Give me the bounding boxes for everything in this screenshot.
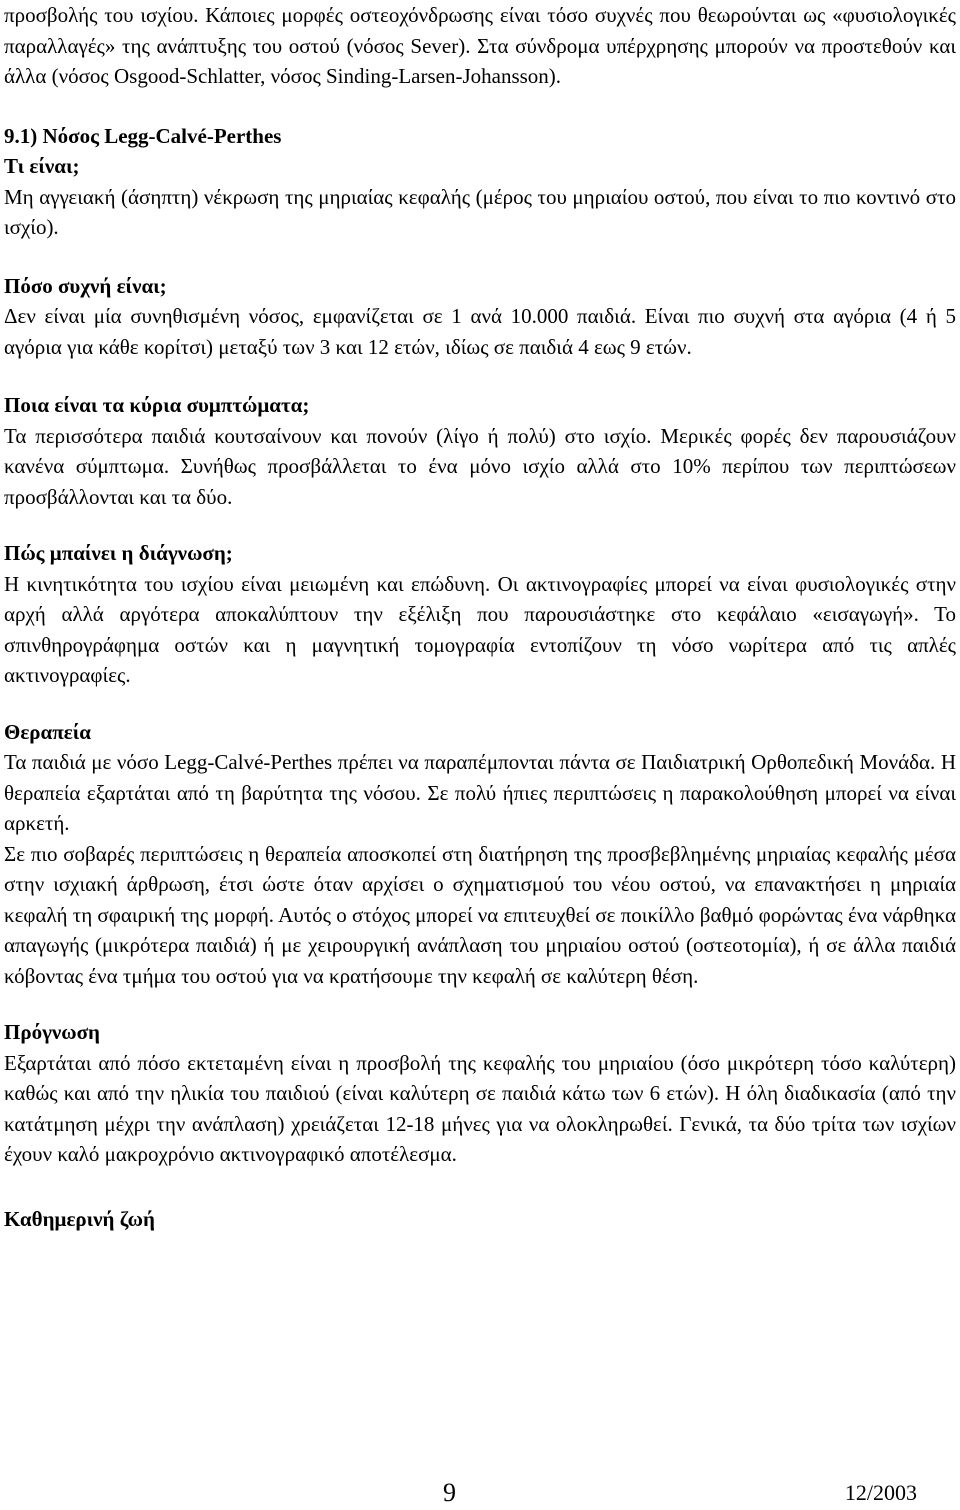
treatment-text-2: Σε πιο σοβαρές περιπτώσεις η θεραπεία αποσκοπεί στη διατήρηση της προσβεβλημένης μηριαίας κεφαλής μέσα στην ισχιακή άρθρωση, έτσι ώστε όταν αρχίσει ο σχηματισμού του νέου οστού, να επανακτήσει η μηριαία κεφαλή τη σφαιρική της μορφή. Αυτός ο στόχος μπορεί να επιτευχθεί σε ποικίλλο βαθμό φορώντας ένα νάρθηκα απαγωγής (μικρότερα παιδιά) ή με χειρουργική ανάπλαση του μηριαίου οστού (οστεοτομία), ή σε άλλα παιδιά κόβοντας ένα τμήμα του οστού για να κρατήσουμε την κεφαλή σε καλύτερη θέση.	[4, 841, 956, 988]
frequency-text: Δεν είναι μία συνηθισμένη νόσος, εμφανίζεται σε 1 ανά 10.000 παιδιά. Είναι πιο συχνή στα αγόρια (4 ή 5 αγόρια για κάθε κορίτσι) μεταξύ των 3 και 12 ετών, ιδίως σε παιδιά 4 εως 9 ετών.	[4, 304, 956, 359]
prognosis-heading: Πρόγνωση	[4, 1020, 100, 1044]
footer-date: 12/2003	[844, 1480, 917, 1505]
document-page	[4, 0, 956, 1234]
diagnosis-heading: Πώς μπαίνει η διάγνωση;	[4, 541, 233, 565]
daily-life-heading: Καθημερινή ζωή	[4, 1206, 155, 1231]
intro-paragraph: προσβολής του ισχίου. Κάποιες μορφές οστεοχόνδρωσης είναι τόσο συχνές που θεωρούνται ως «φυσιολογικές παραλλαγές» της ανάπτυξης του οστού (νόσος Sever). Στα σύνδρομα υπέρχρησης μπορούν να προστεθούν και άλλα (νόσος Osgood-Schlatter, νόσος Sinding-Larsen-Johansson).	[4, 3, 956, 88]
frequency-heading: Πόσο συχνή είναι;	[4, 273, 167, 298]
treatment-heading: Θεραπεία	[4, 719, 91, 744]
treatment-text-1: Τα παιδιά με νόσο Legg-Calvé-Perthes πρέπει να παραπέμπονται πάντα σε Παιδιατρική Ορθοπεδική Μονάδα. Η θεραπεία εξαρτάται από τη βαρύτητα της νόσου. Σε πολύ ήπιες περιπτώσεις η παρακολούθηση μπορεί να είναι αρκετή.	[4, 750, 956, 835]
symptoms-text: Τα περισσότερα παιδιά κουτσαίνουν και πονούν (λίγο ή πολύ) στο ισχίο. Μερικές φορές δεν παρουσιάζουν κανένα σύμπτωμα. Συνήθως προσβάλλεται το ένα μόνο ισχίο αλλά στο 10% περίπου των περιπτώσεων προσβάλλονται και τα δύο.	[4, 423, 956, 509]
what-is-heading: Τι είναι;	[4, 154, 80, 178]
prognosis-text: Εξαρτάται από πόσο εκτεταμένη είναι η προσβολή της κεφαλής του μηριαίου (όσο μικρότερη τόσο καλύτερη) καθώς και από την ηλικία του παιδιού (είναι καλύτερη σε παιδιά κάτω των 6 ετών). Η όλη διαδικασία (από την κατάτμηση μέχρι την ανάπλαση) χρειάζεται 12-18 μήνες για να ολοκληρωθεί. Γενικά, τα δύο τρίτα των ισχίων έχουν καλό μακροχρόνιο ακτινογραφικό αποτέλεσμα.	[4, 1050, 956, 1166]
symptoms-heading: Ποια είναι τα κύρια συμπτώματα;	[4, 393, 310, 417]
what-is-text: Μη αγγειακή (άσηπτη) νέκρωση της μηριαίας κεφαλής (μέρος του μηριαίου οστού, που είναι το πιο κοντινό στο ισχίο).	[4, 184, 956, 239]
diagnosis-text: Η κινητικότητα του ισχίου είναι μειωμένη και επώδυνη. Οι ακτινογραφίες μπορεί να είναι φυσιολογικές στην αρχή αλλά αργότερα αποκαλύπτουν την εξέλιξη που παρουσιάστηκε στο κεφάλαιο «εισαγωγή». Το σπινθηρογράφημα οστών και η μαγνητική τομογραφία εντοπίζουν τη νόσο νωρίτερα από τις απλές ακτινογραφίες.	[4, 571, 956, 687]
section-title: 9.1) Νόσος Legg-Calvé-Perthes	[4, 123, 282, 148]
page-number: 9	[443, 1478, 456, 1507]
